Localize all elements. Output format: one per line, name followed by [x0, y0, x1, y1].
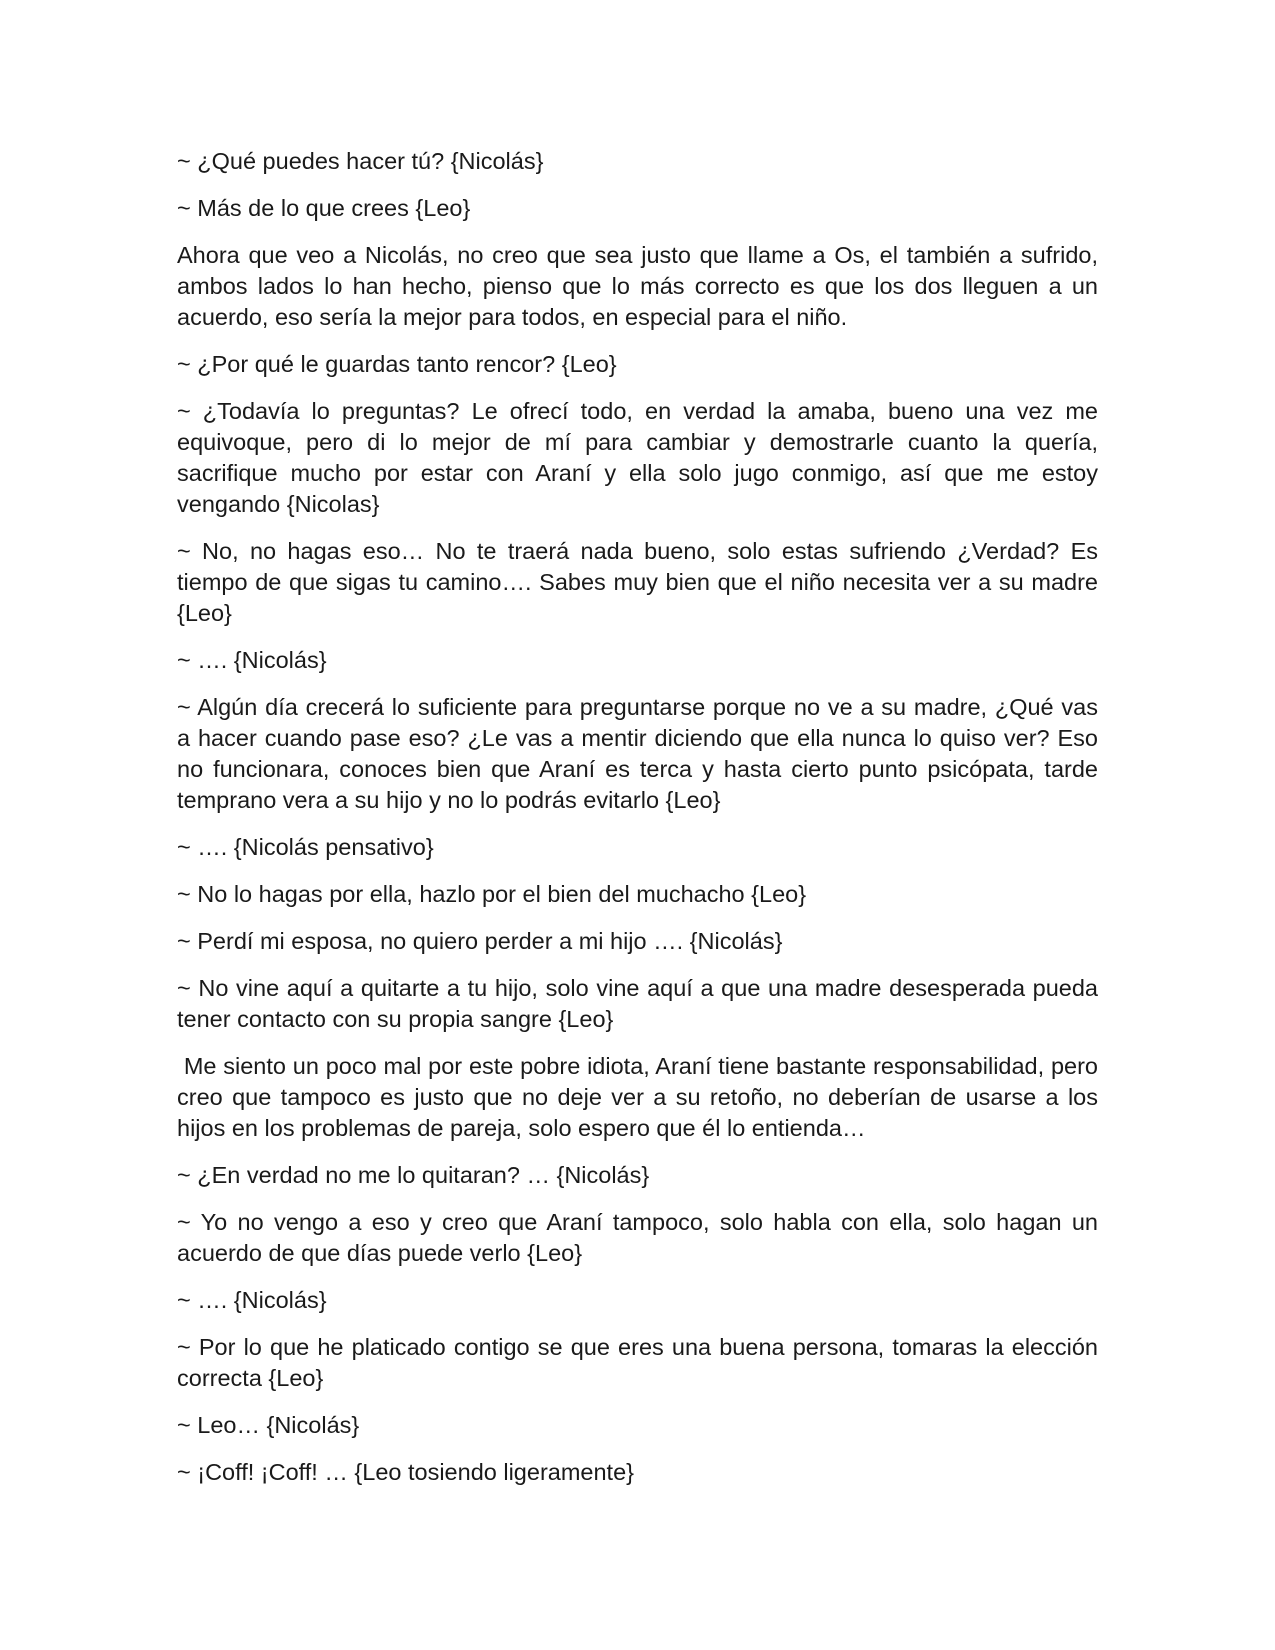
dialogue-line: ~ …. {Nicolás}	[177, 647, 327, 673]
dialogue-line: ~ No, no hagas eso… No te traerá nada bueno, solo estas sufriendo ¿Verdad? Es tiempo de que sigas tu camino…. Sabes muy bien que el niño necesita ver a su madre {Leo}	[177, 538, 1098, 626]
dialogue-line: ~ Perdí mi esposa, no quiero perder a mi hijo …. {Nicolás}	[177, 928, 783, 954]
narration-paragraph: Ahora que veo a Nicolás, no creo que sea justo que llame a Os, el también a sufrido, ambos lados lo han hecho, pienso que lo más correcto es que los dos lleguen a un acuerdo, eso sería la mejor para todos, en especial para el niño.	[177, 242, 1098, 330]
dialogue-line: ~ ¿Todavía lo preguntas? Le ofrecí todo, en verdad la amaba, bueno una vez me equivoque, pero di lo mejor de mí para cambiar y demostrarle cuanto la quería, sacrifique mucho por estar con Araní y ella solo jugo conmigo, así que me estoy vengando {Nicolas}	[177, 398, 1098, 517]
dialogue-line: ~ No vine aquí a quitarte a tu hijo, solo vine aquí a que una madre desesperada pueda tener contacto con su propia sangre {Leo}	[177, 975, 1098, 1032]
dialogue-line: ~ Yo no vengo a eso y creo que Araní tampoco, solo habla con ella, solo hagan un acuerdo de que días puede verlo {Leo}	[177, 1209, 1098, 1266]
dialogue-line: ~ Algún día crecerá lo suficiente para preguntarse porque no ve a su madre, ¿Qué vas a hacer cuando pase eso? ¿Le vas a mentir diciendo que ella nunca lo quiso ver? Eso no funcionara, conoces bien que Araní es terca y hasta cierto punto psicópata, tarde temprano vera a su hijo y no lo podrás evitarlo {Leo}	[177, 694, 1098, 813]
dialogue-line: ~ Más de lo que crees {Leo}	[177, 195, 471, 221]
dialogue-line: ~ ¡Coff! ¡Coff! … {Leo tosiendo ligeramente}	[177, 1459, 634, 1485]
document-body	[177, 146, 1105, 1504]
dialogue-line: ~ No lo hagas por ella, hazlo por el bien del muchacho {Leo}	[177, 881, 807, 907]
dialogue-line: ~ …. {Nicolás}	[177, 1287, 327, 1313]
dialogue-line: ~ Por lo que he platicado contigo se que eres una buena persona, tomaras la elección correcta {Leo}	[177, 1334, 1098, 1391]
dialogue-line: ~ ¿Qué puedes hacer tú? {Nicolás}	[177, 148, 544, 174]
narration-paragraph: Me siento un poco mal por este pobre idiota, Araní tiene bastante responsabilidad, pero creo que tampoco es justo que no deje ver a su retoño, no deberían de usarse a los hijos en los problemas de pareja, solo espero que él lo entienda…	[177, 1053, 1105, 1141]
dialogue-line: ~ Leo… {Nicolás}	[177, 1412, 360, 1438]
dialogue-line: ~ ¿En verdad no me lo quitaran? … {Nicolás}	[177, 1162, 650, 1188]
dialogue-line: ~ ¿Por qué le guardas tanto rencor? {Leo}	[177, 351, 617, 377]
dialogue-line: ~ …. {Nicolás pensativo}	[177, 834, 434, 860]
